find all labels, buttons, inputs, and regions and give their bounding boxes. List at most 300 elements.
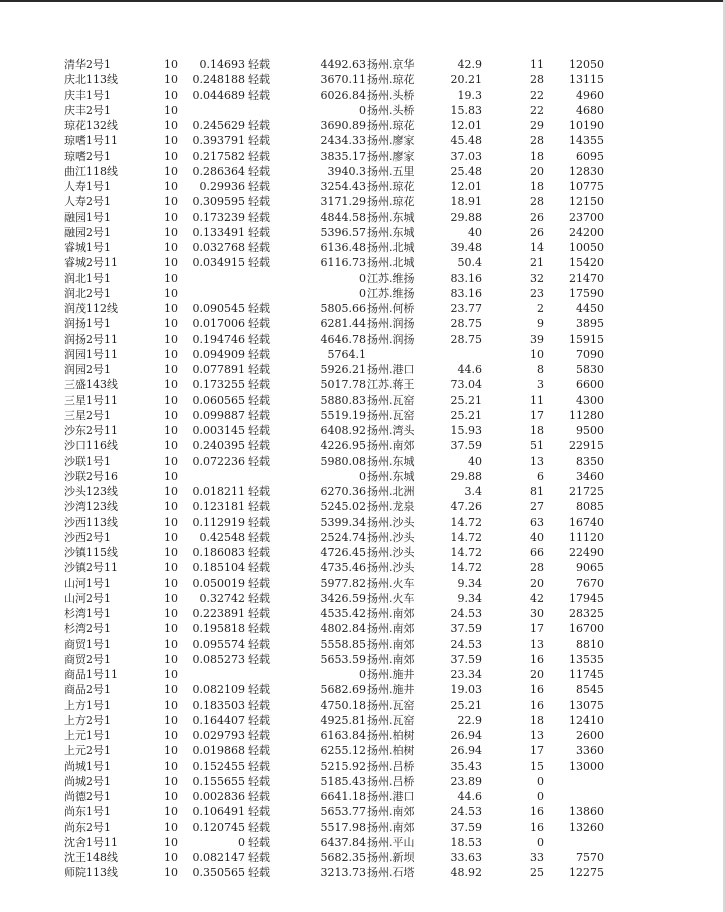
load-ratio-cell: 0.099887 xyxy=(192,408,245,422)
count-cell: 2 xyxy=(537,302,544,315)
total-cell: 28325 xyxy=(569,607,604,620)
substation-cell: 扬州.北城 xyxy=(367,241,415,254)
table-row xyxy=(0,469,725,484)
count-cell: 81 xyxy=(530,485,544,498)
capacity-cell: 5880.83 xyxy=(320,393,366,407)
count-cell: 9 xyxy=(537,317,544,331)
count-cell: 63 xyxy=(530,515,544,529)
voltage-cell: 10 xyxy=(164,500,178,514)
load-status-cell: 轻载 xyxy=(248,622,270,636)
voltage-cell: 10 xyxy=(164,683,178,697)
length-cell: 15.83 xyxy=(450,103,482,117)
line-name-cell: 润北1号1 xyxy=(64,271,111,285)
substation-cell: 扬州.施井 xyxy=(367,683,415,697)
count-cell: 28 xyxy=(530,134,544,148)
count-cell: 16 xyxy=(530,805,544,819)
load-ratio-cell: 0.050019 xyxy=(192,576,245,590)
capacity-cell: 5558.85 xyxy=(320,637,366,651)
capacity-cell: 5519.19 xyxy=(320,408,366,422)
voltage-cell: 10 xyxy=(164,454,178,468)
length-cell: 3.4 xyxy=(464,485,482,498)
table-row xyxy=(0,103,725,118)
substation-cell: 扬州.湾头 xyxy=(367,424,415,437)
total-cell: 10775 xyxy=(569,180,604,193)
load-ratio-cell: 0.034915 xyxy=(192,256,245,270)
count-cell: 16 xyxy=(530,698,544,712)
capacity-cell: 6281.44 xyxy=(320,317,366,331)
line-name-cell: 上元2号1 xyxy=(64,744,111,758)
total-cell: 10190 xyxy=(569,119,604,132)
substation-cell: 扬州.平山 xyxy=(367,835,415,849)
count-cell: 51 xyxy=(530,439,544,453)
load-ratio-cell: 0.185104 xyxy=(192,561,245,575)
load-status-cell: 轻载 xyxy=(248,713,270,727)
length-cell: 42.9 xyxy=(457,58,482,71)
length-cell: 37.03 xyxy=(450,149,482,163)
capacity-cell: 5977.82 xyxy=(320,576,366,590)
total-cell: 16740 xyxy=(569,515,604,529)
count-cell: 40 xyxy=(530,530,544,544)
load-ratio-cell: 0.217582 xyxy=(192,149,245,163)
table-row xyxy=(0,423,725,438)
table-row xyxy=(0,72,725,87)
length-cell: 19.03 xyxy=(450,683,482,697)
load-status-cell: 轻载 xyxy=(248,561,270,575)
substation-cell: 扬州.何桥 xyxy=(367,302,415,315)
load-ratio-cell: 0.018211 xyxy=(192,485,245,498)
count-cell: 14 xyxy=(530,241,544,254)
load-ratio-cell: 0.152455 xyxy=(192,759,245,773)
line-name-cell: 尚德2号1 xyxy=(64,790,111,803)
table-row xyxy=(0,408,725,423)
length-cell: 37.59 xyxy=(450,439,482,453)
total-cell: 5830 xyxy=(576,363,604,376)
load-ratio-cell: 0.019868 xyxy=(192,744,245,758)
load-status-cell: 轻载 xyxy=(248,546,270,559)
capacity-cell: 4492.63 xyxy=(320,58,366,71)
load-ratio-cell: 0.248188 xyxy=(192,73,245,87)
table-row xyxy=(0,332,725,347)
length-cell: 50.4 xyxy=(457,256,482,270)
capacity-cell: 4844.58 xyxy=(320,210,366,224)
count-cell: 22 xyxy=(530,103,544,117)
substation-cell: 扬州.沙头 xyxy=(367,561,415,575)
length-cell: 28.75 xyxy=(450,317,482,331)
load-status-cell: 轻载 xyxy=(248,790,270,803)
substation-cell: 扬州.沙头 xyxy=(367,515,415,529)
table-row xyxy=(0,179,725,194)
load-status-cell: 轻载 xyxy=(248,454,270,468)
load-ratio-cell: 0.223891 xyxy=(192,607,245,620)
total-cell: 13075 xyxy=(569,698,604,712)
table-row xyxy=(0,164,725,179)
voltage-cell: 10 xyxy=(164,607,178,620)
count-cell: 8 xyxy=(537,363,544,376)
length-cell: 25.21 xyxy=(450,393,482,407)
line-name-cell: 庆丰1号1 xyxy=(64,88,111,102)
table-row xyxy=(0,362,725,377)
length-cell: 23.77 xyxy=(450,302,482,315)
line-name-cell: 沙口116线 xyxy=(64,439,118,453)
count-cell: 26 xyxy=(530,225,544,239)
count-cell: 17 xyxy=(530,744,544,758)
load-ratio-cell: 0.017006 xyxy=(192,317,245,331)
capacity-cell: 3940.3 xyxy=(327,164,366,178)
length-cell: 23.89 xyxy=(450,774,482,788)
voltage-cell: 10 xyxy=(164,119,178,132)
length-cell: 9.34 xyxy=(457,591,482,605)
load-ratio-cell: 0.029793 xyxy=(192,729,245,742)
voltage-cell: 10 xyxy=(164,820,178,834)
substation-cell: 扬州.北城 xyxy=(367,256,415,270)
load-status-cell: 轻载 xyxy=(248,424,270,437)
load-status-cell: 轻载 xyxy=(248,637,270,651)
count-cell: 16 xyxy=(530,652,544,666)
capacity-cell: 0 xyxy=(359,103,366,117)
capacity-cell: 5764.1 xyxy=(327,347,366,361)
capacity-cell: 4226.95 xyxy=(320,439,366,453)
substation-cell: 扬州.润扬 xyxy=(367,332,415,346)
voltage-cell: 10 xyxy=(164,363,178,376)
load-ratio-cell: 0.044689 xyxy=(192,88,245,102)
load-ratio-cell: 0.060565 xyxy=(192,393,245,407)
table-row xyxy=(0,499,725,514)
total-cell: 2600 xyxy=(576,729,604,742)
load-status-cell: 轻载 xyxy=(248,729,270,742)
line-name-cell: 沈王148线 xyxy=(64,851,118,864)
table-row xyxy=(0,240,725,255)
total-cell: 3460 xyxy=(576,469,604,483)
table-row xyxy=(0,804,725,819)
total-cell: 7670 xyxy=(576,576,604,590)
load-status-cell: 轻载 xyxy=(248,363,270,376)
line-name-cell: 睿城1号1 xyxy=(64,241,111,254)
length-cell: 47.26 xyxy=(450,500,482,514)
count-cell: 21 xyxy=(530,256,544,270)
length-cell: 83.16 xyxy=(450,286,482,300)
length-cell: 18.53 xyxy=(450,835,482,849)
total-cell: 8545 xyxy=(576,683,604,697)
load-ratio-cell: 0.350565 xyxy=(192,866,245,880)
table-row xyxy=(0,865,725,880)
count-cell: 0 xyxy=(537,774,544,788)
count-cell: 17 xyxy=(530,408,544,422)
line-name-cell: 融园2号1 xyxy=(64,225,111,239)
length-cell: 24.53 xyxy=(450,607,482,620)
length-cell: 40 xyxy=(468,454,482,468)
load-status-cell: 轻载 xyxy=(248,149,270,163)
voltage-cell: 10 xyxy=(164,225,178,239)
total-cell: 21725 xyxy=(569,485,604,498)
total-cell: 9500 xyxy=(576,424,604,437)
substation-cell: 扬州.南郊 xyxy=(367,805,415,819)
capacity-cell: 6116.73 xyxy=(320,256,366,270)
spreadsheet-table xyxy=(0,57,725,881)
capacity-cell: 0 xyxy=(359,286,366,300)
count-cell: 29 xyxy=(530,119,544,132)
load-ratio-cell: 0.032768 xyxy=(192,241,245,254)
total-cell: 7570 xyxy=(576,851,604,864)
length-cell: 37.59 xyxy=(450,622,482,636)
load-status-cell: 轻载 xyxy=(248,73,270,87)
table-row xyxy=(0,255,725,270)
capacity-cell: 5653.77 xyxy=(320,805,366,819)
substation-cell: 扬州.港口 xyxy=(367,363,415,376)
line-name-cell: 曲江118线 xyxy=(64,164,118,178)
total-cell: 4300 xyxy=(576,393,604,407)
count-cell: 0 xyxy=(537,835,544,849)
capacity-cell: 5396.57 xyxy=(320,225,366,239)
load-ratio-cell: 0.173255 xyxy=(192,378,245,392)
load-ratio-cell: 0 xyxy=(238,835,245,849)
line-name-cell: 沙西113线 xyxy=(64,515,118,529)
substation-cell: 扬州.柏树 xyxy=(367,729,415,742)
table-row xyxy=(0,743,725,758)
total-cell: 15420 xyxy=(569,256,604,270)
table-row xyxy=(0,454,725,469)
total-cell: 11280 xyxy=(569,408,604,422)
table-row xyxy=(0,316,725,331)
count-cell: 28 xyxy=(530,195,544,209)
load-status-cell: 轻载 xyxy=(248,58,270,71)
load-status-cell: 轻载 xyxy=(248,347,270,361)
table-row xyxy=(0,210,725,225)
capacity-cell: 4735.46 xyxy=(320,561,366,575)
voltage-cell: 10 xyxy=(164,439,178,453)
count-cell: 20 xyxy=(530,576,544,590)
load-status-cell: 轻载 xyxy=(248,500,270,514)
capacity-cell: 4535.42 xyxy=(320,607,366,620)
voltage-cell: 10 xyxy=(164,195,178,209)
load-ratio-cell: 0.29936 xyxy=(199,180,245,193)
voltage-cell: 10 xyxy=(164,164,178,178)
voltage-cell: 10 xyxy=(164,652,178,666)
load-ratio-cell: 0.186083 xyxy=(192,546,245,559)
length-cell: 15.93 xyxy=(450,424,482,437)
table-row xyxy=(0,576,725,591)
capacity-cell: 4646.78 xyxy=(320,332,366,346)
line-name-cell: 三星2号1 xyxy=(64,408,111,422)
substation-cell: 扬州.南郊 xyxy=(367,607,415,620)
voltage-cell: 10 xyxy=(164,317,178,331)
voltage-cell: 10 xyxy=(164,637,178,651)
voltage-cell: 10 xyxy=(164,591,178,605)
voltage-cell: 10 xyxy=(164,256,178,270)
count-cell: 18 xyxy=(530,713,544,727)
load-status-cell: 轻载 xyxy=(248,393,270,407)
line-name-cell: 三星1号11 xyxy=(64,393,118,407)
total-cell: 3360 xyxy=(576,744,604,758)
table-row xyxy=(0,515,725,530)
voltage-cell: 10 xyxy=(164,424,178,437)
substation-cell: 扬州.头桥 xyxy=(367,88,415,102)
total-cell: 23700 xyxy=(569,210,604,224)
capacity-cell: 2524.74 xyxy=(320,530,366,544)
count-cell: 23 xyxy=(530,286,544,300)
table-row xyxy=(0,393,725,408)
line-name-cell: 润扬1号1 xyxy=(64,317,111,331)
load-ratio-cell: 0.155655 xyxy=(192,774,245,788)
capacity-cell: 4802.84 xyxy=(320,622,366,636)
total-cell: 13535 xyxy=(569,652,604,666)
load-status-cell: 轻载 xyxy=(248,317,270,331)
capacity-cell: 4726.45 xyxy=(320,546,366,559)
voltage-cell: 10 xyxy=(164,149,178,163)
load-ratio-cell: 0.286364 xyxy=(192,164,245,178)
line-name-cell: 润扬2号11 xyxy=(64,332,118,346)
total-cell: 12275 xyxy=(569,866,604,880)
substation-cell: 扬州.润扬 xyxy=(367,317,415,331)
load-ratio-cell: 0.090545 xyxy=(192,302,245,315)
load-status-cell: 轻载 xyxy=(248,805,270,819)
substation-cell: 扬州.港口 xyxy=(367,790,415,803)
capacity-cell: 5682.69 xyxy=(320,683,366,697)
load-status-cell: 轻载 xyxy=(248,576,270,590)
count-cell: 16 xyxy=(530,820,544,834)
capacity-cell: 5980.08 xyxy=(320,454,366,468)
line-name-cell: 上方1号1 xyxy=(64,698,111,712)
voltage-cell: 10 xyxy=(164,744,178,758)
count-cell: 20 xyxy=(530,668,544,681)
table-row xyxy=(0,301,725,316)
load-status-cell: 轻载 xyxy=(248,119,270,132)
capacity-cell: 5185.43 xyxy=(320,774,366,788)
substation-cell: 扬州.瓦窑 xyxy=(367,713,415,727)
length-cell: 22.9 xyxy=(457,713,482,727)
count-cell: 20 xyxy=(530,164,544,178)
load-ratio-cell: 0.173239 xyxy=(192,210,245,224)
substation-cell: 扬州.五里 xyxy=(367,164,415,178)
load-status-cell: 轻载 xyxy=(248,515,270,529)
load-ratio-cell: 0.085273 xyxy=(192,652,245,666)
total-cell: 9065 xyxy=(576,561,604,575)
substation-cell: 扬州.沙头 xyxy=(367,530,415,544)
voltage-cell: 10 xyxy=(164,668,178,681)
voltage-cell: 10 xyxy=(164,576,178,590)
substation-cell: 扬州.廖家 xyxy=(367,149,415,163)
line-name-cell: 人寿1号1 xyxy=(64,180,111,193)
total-cell: 13260 xyxy=(569,820,604,834)
total-cell: 24200 xyxy=(569,225,604,239)
table-row xyxy=(0,286,725,301)
total-cell: 22915 xyxy=(569,439,604,453)
total-cell: 15915 xyxy=(569,332,604,346)
capacity-cell: 3171.29 xyxy=(320,195,366,209)
count-cell: 16 xyxy=(530,683,544,697)
voltage-cell: 10 xyxy=(164,393,178,407)
load-status-cell: 轻载 xyxy=(248,180,270,193)
load-ratio-cell: 0.245629 xyxy=(192,119,245,132)
table-row xyxy=(0,835,725,850)
length-cell: 40 xyxy=(468,225,482,239)
load-ratio-cell: 0.195818 xyxy=(192,622,245,636)
line-name-cell: 琼嗜1号11 xyxy=(64,134,118,148)
line-name-cell: 庆北113线 xyxy=(64,73,118,87)
capacity-cell: 5245.02 xyxy=(320,500,366,514)
load-status-cell: 轻载 xyxy=(248,652,270,666)
capacity-cell: 4750.18 xyxy=(320,698,366,712)
load-status-cell: 轻载 xyxy=(248,591,270,605)
load-ratio-cell: 0.32742 xyxy=(199,591,245,605)
capacity-cell: 5399.34 xyxy=(320,515,366,529)
load-status-cell: 轻载 xyxy=(248,683,270,697)
voltage-cell: 10 xyxy=(164,73,178,87)
load-status-cell: 轻载 xyxy=(248,607,270,620)
line-name-cell: 沙镇2号11 xyxy=(64,561,118,575)
length-cell: 24.53 xyxy=(450,805,482,819)
line-name-cell: 尚城1号1 xyxy=(64,759,111,773)
line-name-cell: 三盛143线 xyxy=(64,378,118,392)
load-status-cell: 轻载 xyxy=(248,210,270,224)
load-ratio-cell: 0.094909 xyxy=(192,347,245,361)
length-cell: 39.48 xyxy=(450,241,482,254)
load-ratio-cell: 0.123181 xyxy=(192,500,245,514)
substation-cell: 扬州.琼花 xyxy=(367,119,415,132)
voltage-cell: 10 xyxy=(164,866,178,880)
substation-cell: 扬州.南郊 xyxy=(367,652,415,666)
line-name-cell: 商品1号11 xyxy=(64,668,118,681)
voltage-cell: 10 xyxy=(164,134,178,148)
table-row xyxy=(0,57,725,72)
length-cell: 28.75 xyxy=(450,332,482,346)
table-row xyxy=(0,621,725,636)
load-status-cell: 轻载 xyxy=(248,134,270,148)
load-status-cell: 轻载 xyxy=(248,302,270,315)
count-cell: 13 xyxy=(530,729,544,742)
capacity-cell: 3690.89 xyxy=(320,119,366,132)
voltage-cell: 10 xyxy=(164,408,178,422)
count-cell: 13 xyxy=(530,637,544,651)
substation-cell: 扬州.龙泉 xyxy=(367,500,415,514)
load-status-cell: 轻载 xyxy=(248,195,270,209)
length-cell: 23.34 xyxy=(450,668,482,681)
table-row xyxy=(0,789,725,804)
load-status-cell: 轻载 xyxy=(248,164,270,178)
table-row xyxy=(0,545,725,560)
line-name-cell: 沙东2号11 xyxy=(64,424,118,437)
voltage-cell: 10 xyxy=(164,271,178,285)
line-name-cell: 清华2号1 xyxy=(64,58,111,71)
line-name-cell: 琼花132线 xyxy=(64,119,118,132)
load-ratio-cell: 0.095574 xyxy=(192,637,245,651)
line-name-cell: 睿城2号11 xyxy=(64,256,118,270)
capacity-cell: 6255.12 xyxy=(320,744,366,758)
total-cell: 21470 xyxy=(569,271,604,285)
count-cell: 30 xyxy=(530,607,544,620)
substation-cell: 江苏.维扬 xyxy=(367,271,415,285)
line-name-cell: 沙联2号16 xyxy=(64,469,118,483)
voltage-cell: 10 xyxy=(164,302,178,315)
total-cell: 17945 xyxy=(569,591,604,605)
voltage-cell: 10 xyxy=(164,774,178,788)
capacity-cell: 5517.98 xyxy=(320,820,366,834)
capacity-cell: 5926.21 xyxy=(320,363,366,376)
length-cell: 44.6 xyxy=(457,790,482,803)
voltage-cell: 10 xyxy=(164,622,178,636)
count-cell: 3 xyxy=(537,378,544,392)
load-ratio-cell: 0.120745 xyxy=(192,820,245,834)
substation-cell: 扬州.石塔 xyxy=(367,866,415,880)
capacity-cell: 4925.81 xyxy=(320,713,366,727)
count-cell: 22 xyxy=(530,88,544,102)
table-row xyxy=(0,591,725,606)
capacity-cell: 0 xyxy=(359,469,366,483)
total-cell: 14355 xyxy=(569,134,604,148)
voltage-cell: 10 xyxy=(164,851,178,864)
voltage-cell: 10 xyxy=(164,58,178,71)
load-ratio-cell: 0.082109 xyxy=(192,683,245,697)
capacity-cell: 3254.43 xyxy=(320,180,366,193)
